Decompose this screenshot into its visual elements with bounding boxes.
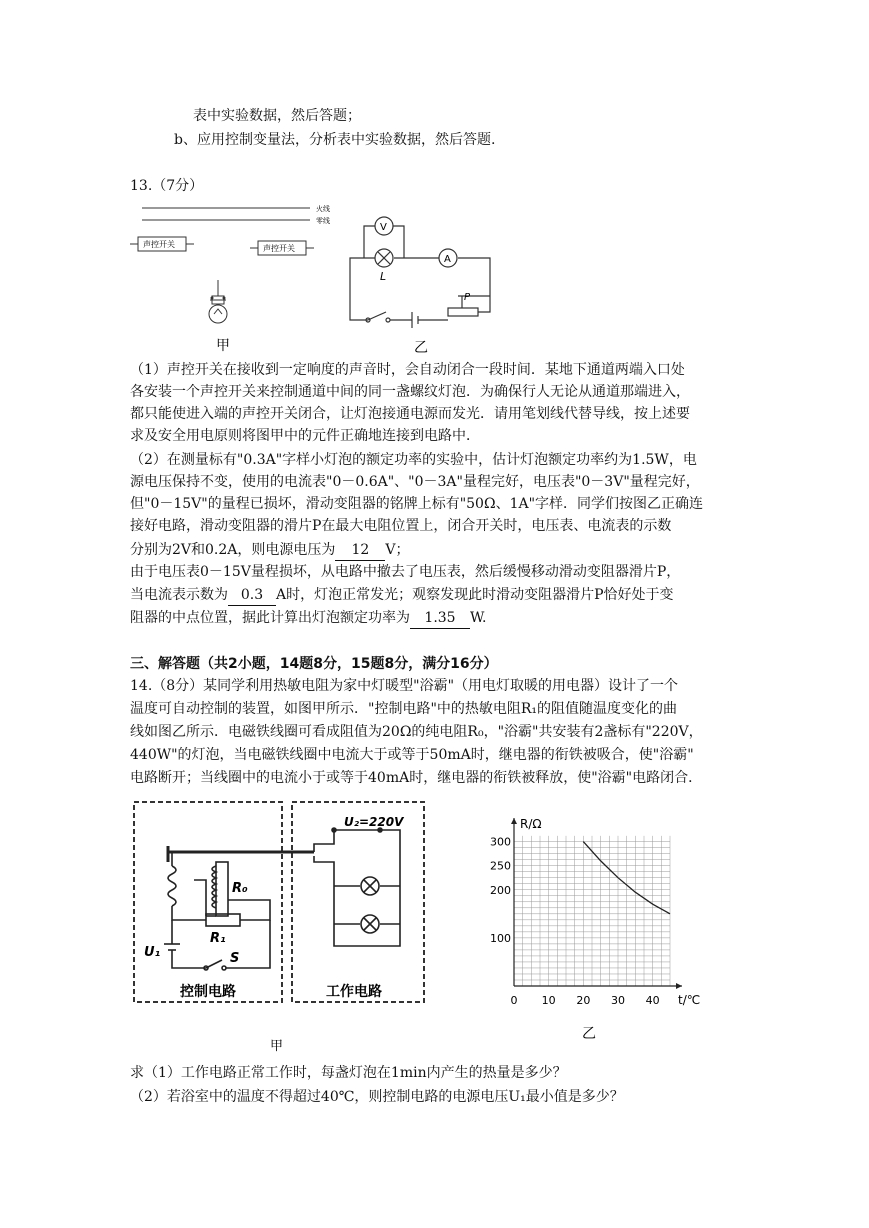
slider-label: P xyxy=(464,292,471,303)
y-tick-label: 300 xyxy=(490,835,511,849)
y-tick-label: 250 xyxy=(490,859,511,873)
chart-caption: 乙 xyxy=(582,1026,596,1042)
q14-question-1: 求（1）工作电路正常工作时，每盏灯泡在1min内产生的热量是多少？ xyxy=(130,1065,567,1081)
q14-question-2: （2）若浴室中的温度不得超过40℃，则控制电路的电源电压U₁最小值是多少？ xyxy=(130,1089,624,1105)
q14-line-5: 电路断开；当线圈中的电流小于或等于40mA时，继电器的衔铁被释放，使"浴霸"电路闭合． xyxy=(130,770,703,786)
control-circuit-box xyxy=(134,802,282,1002)
sound-switch-1-label: 声控开关 xyxy=(143,240,175,249)
q13-p1-line-4: 求及安全用电原则将图甲中的元件正确地连接到电路中． xyxy=(130,428,480,444)
q13-p1-line-1: （1）声控开关在接收到一定响度的声音时，会自动闭合一段时间．某地下通道两端入口处 xyxy=(130,362,685,378)
intro-line-2: b、应用控制变量法，分析表中实验数据，然后答题. xyxy=(174,132,496,148)
q14-line-4: 440W"的灯泡，当电磁铁线圈中电流大于或等于50mA时，继电器的衔铁被吸合，使"浴霸" xyxy=(130,747,694,763)
q13-p2-line-8-prefix: 阻器的中点位置，据此计算出灯泡额定功率为 xyxy=(130,610,410,626)
section-3-title: 三、解答题（共2小题，14题8分，15题8分，满分16分） xyxy=(130,656,498,672)
chart-axes xyxy=(511,818,682,989)
q13-p2-line-8 xyxy=(130,608,486,629)
y-tick-label: 200 xyxy=(490,883,511,897)
s-label: S xyxy=(230,951,240,966)
intro-line-1: 表中实验数据，然后答题； xyxy=(193,108,361,124)
figure-a-caption: 甲 xyxy=(216,338,230,354)
r0-label: R₀ xyxy=(232,881,248,896)
lamp-label: L xyxy=(380,270,387,283)
resistance-temperature-chart xyxy=(484,806,704,1046)
r1-label: R₁ xyxy=(210,931,226,946)
answer-power: 1.35 xyxy=(410,608,470,629)
live-wire-label: 火线 xyxy=(316,205,330,213)
q14-line-1: 14.（8分）某同学利用热敏电阻为家中灯暖型"浴霸"（用电灯取暖的用电器）设计了一个 xyxy=(130,678,679,694)
q13-p2-line-2: 源电压保持不变，使用的电流表"0－0.6A"、"0－3A"量程完好，电压表"0－3V"量程完好， xyxy=(130,474,700,490)
y-axis-arrow xyxy=(511,818,517,824)
neutral-wire-label: 零线 xyxy=(316,217,330,225)
q13-p2-line-6: 由于电压表0－15V量程损坏，从电路中撤去了电压表，然后缓慢移动滑动变阻器滑片P， xyxy=(130,564,681,580)
voltmeter-label: V xyxy=(380,222,387,233)
x-tick-label: 40 xyxy=(645,994,660,1007)
q13-figure-b xyxy=(340,200,510,360)
q13-p2-line-4: 接好电路，滑动变阻器的滑片P在最大电阻位置上，闭合开关时，电压表、电流表的示数 xyxy=(130,518,672,534)
q13-p2-line-1: （2）在测量标有"0.3A"字样小灯泡的额定功率的实验中，估计灯泡额定功率约为1.5W，电 xyxy=(130,452,697,468)
work-circuit-label: 工作电路 xyxy=(326,984,382,1000)
work-circuit-box xyxy=(292,802,424,1002)
x-tick-label: 10 xyxy=(541,994,556,1007)
x-tick-label: 0 xyxy=(510,994,518,1007)
rheostat xyxy=(448,308,478,316)
q13-p2-line-3: 但"0－15V"的量程已损坏，滑动变阻器的铭牌上标有"50Ω、1A"字样．同学们按图乙正确连 xyxy=(130,496,704,512)
q13-header: 13.（7分） xyxy=(130,178,204,194)
q13-p2-line-5 xyxy=(130,540,410,561)
switch-blade xyxy=(368,312,386,320)
sound-switch-2-label: 声控开关 xyxy=(263,244,295,253)
q13-p2-line-5-prefix: 分别为2V和0.2A，则电源电压为 xyxy=(130,542,336,558)
q14-figure-a-caption: 甲 xyxy=(270,1039,284,1054)
u1-label: U₁ xyxy=(144,945,161,960)
bulb-icon xyxy=(209,280,227,323)
q14-figure-a xyxy=(130,796,430,1056)
ammeter-label: A xyxy=(444,254,451,265)
x-tick-label: 30 xyxy=(611,994,625,1007)
spring-icon xyxy=(168,866,176,906)
u2-label: U₂=220V xyxy=(344,815,404,829)
q13-p1-line-2: 各安装一个声控开关来控制通道中间的同一盏螺纹灯泡．为确保行人无论从通道那端进入， xyxy=(130,384,690,400)
q13-p2-line-7 xyxy=(130,585,674,606)
q13-p2-line-5-suffix: V； xyxy=(385,542,410,558)
q14-line-2: 温度可自动控制的装置，如图甲所示．"控制电路"中的热敏电阻R₁的阻值随温度变化的曲 xyxy=(130,701,678,717)
q13-p1-line-3: 都只能使进入端的声控开关闭合，让灯泡接通电源而发光．请用笔划线代替导线，按上述要 xyxy=(130,406,690,422)
chart-grid xyxy=(514,836,670,986)
q13-p2-line-7-suffix: A时，灯泡正常发光；观察发现此时滑动变阻器滑片P恰好处于变 xyxy=(276,587,674,603)
x-tick-label: 20 xyxy=(576,994,591,1007)
figure-b-caption: 乙 xyxy=(414,340,428,356)
x-axis-arrow xyxy=(676,983,682,989)
q13-figure-a xyxy=(130,196,340,356)
control-circuit-label: 控制电路 xyxy=(180,984,236,1000)
q13-p2-line-8-suffix: W. xyxy=(470,610,487,626)
q14-line-3: 线如图乙所示．电磁铁线圈可看成阻值为20Ω的纯电阻R₀，"浴霸"共安装有2盏标有"220V， xyxy=(130,724,703,740)
chart-xlabel: t/℃ xyxy=(678,993,701,1007)
chart-ylabel: R/Ω xyxy=(520,817,542,831)
answer-current: 0.3 xyxy=(228,585,276,606)
y-tick-label: 100 xyxy=(490,931,511,945)
q13-p2-line-7-prefix: 当电流表示数为 xyxy=(130,587,228,603)
answer-voltage: 12 xyxy=(335,540,385,561)
